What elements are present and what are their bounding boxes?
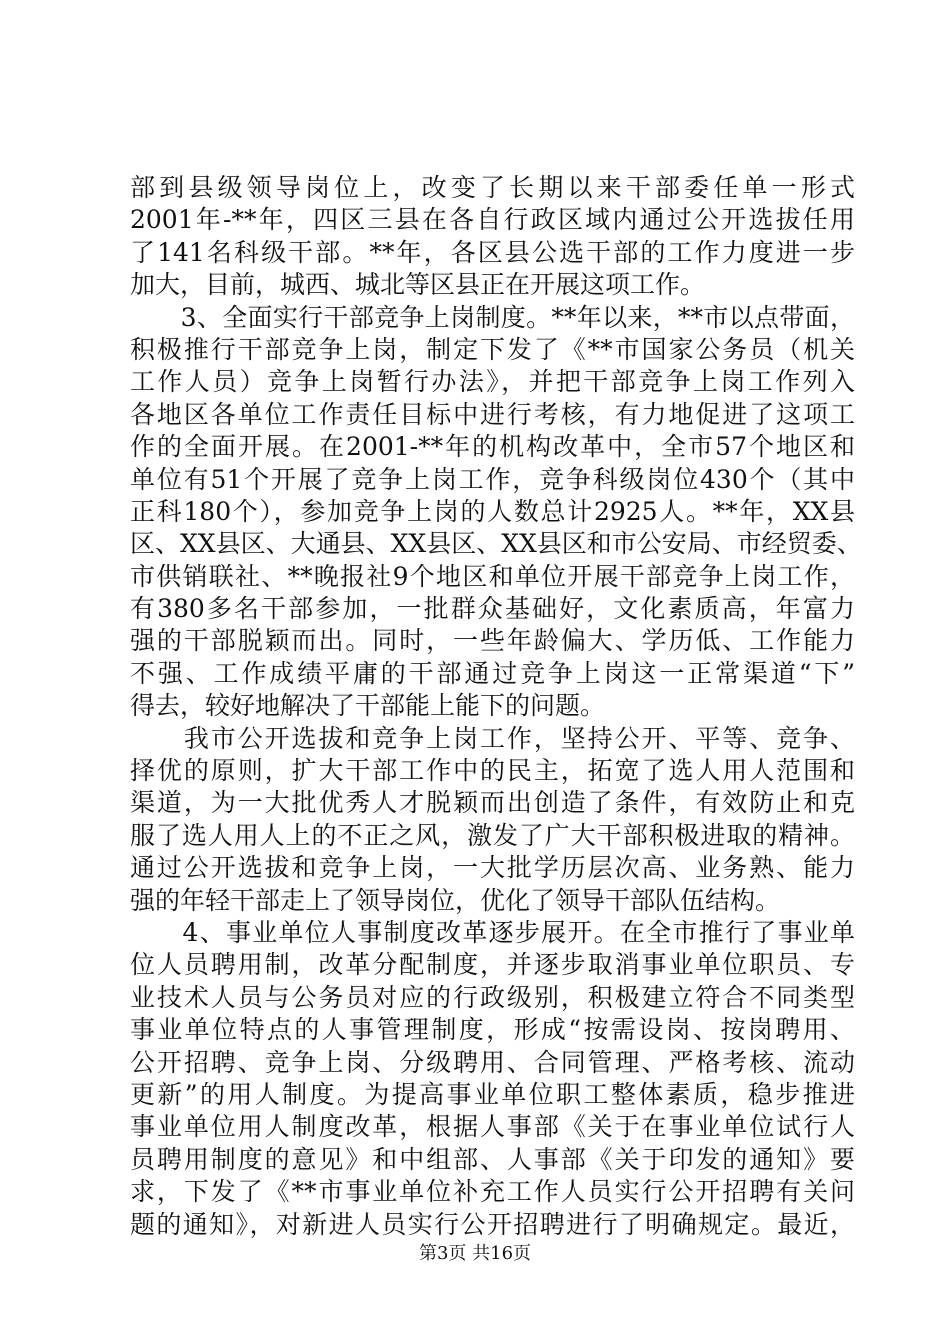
text-line: 作的全面开展。在2001-**年的机构改革中，全市57个地区和 bbox=[130, 432, 855, 462]
page-footer: 第3页 共16页 bbox=[418, 1243, 532, 1264]
text-line: 强的干部脱颖而出。同时，一些年龄偏大、学历低、工作能力 bbox=[130, 626, 855, 656]
text-line: 得去，较好地解决了干部能上能下的问题。 bbox=[130, 691, 606, 721]
text-line: 更新”的用人制度。为提高事业单位职工整体素质，稳步推进 bbox=[130, 1079, 855, 1109]
text-line: 正科180个），参加竞争上岗的人数总计2925人。**年，XX县 bbox=[130, 496, 855, 526]
text-line: 业技术人员与公务员对应的行政级别，积极建立符合不同类型 bbox=[130, 982, 855, 1012]
text-line: 强的年轻干部走上了领导岗位，优化了领导干部队伍结构。 bbox=[130, 885, 781, 915]
text-line: 各地区各单位工作责任目标中进行考核，有力地促进了这项工 bbox=[130, 399, 855, 429]
text-line: 题的通知》，对新进人员实行公开招聘进行了明确规定。最近， bbox=[130, 1209, 855, 1239]
text-line: 有380多名干部参加，一批群众基础好，文化素质高，年富力 bbox=[130, 594, 855, 624]
text-line: 部到县级领导岗位上，改变了长期以来干部委任单一形式 bbox=[130, 173, 855, 202]
text-line: 求，下发了《**市事业单位补充工作人员实行公开招聘有关问 bbox=[130, 1177, 855, 1207]
text-line: 事业单位特点的人事管理制度，形成“按需设岗、按岗聘用、 bbox=[130, 1015, 855, 1045]
text-line: 员聘用制度的意见》和中组部、人事部《关于印发的通知》要 bbox=[130, 1144, 855, 1174]
text-line: 加大，目前，城西、城北等区县正在开展这项工作。 bbox=[130, 270, 706, 300]
text-line: 了141名科级干部。**年，各区县公选干部的工作力度进一步 bbox=[130, 237, 855, 267]
document-body bbox=[130, 172, 862, 1241]
text-line: 3、全面实行干部竞争上岗制度。**年以来，**市以点带面， bbox=[130, 302, 855, 332]
text-line: 单位有51个开展了竞争上岗工作，竞争科级岗位430个（其中 bbox=[130, 464, 855, 494]
text-line: 服了选人用人上的不正之风，激发了广大干部积极进取的精神。 bbox=[130, 820, 855, 850]
text-line: 市供销联社、**晚报社9个地区和单位开展干部竞争上岗工作， bbox=[130, 561, 855, 591]
text-line: 工作人员）竞争上岗暂行办法》，并把干部竞争上岗工作列入 bbox=[130, 367, 855, 397]
text-line: 通过公开选拔和竞争上岗，一大批学历层次高、业务熟、能力 bbox=[130, 853, 855, 883]
text-line: 4、事业单位人事制度改革逐步展开。在全市推行了事业单 bbox=[130, 917, 855, 947]
text-line: 积极推行干部竞争上岗，制定下发了《**市国家公务员（机关 bbox=[130, 334, 855, 364]
text-line: 2001年-**年，四区三县在各自行政区域内通过公开选拔任用 bbox=[130, 205, 855, 235]
text-line: 位人员聘用制，改革分配制度，并逐步取消事业单位职员、专 bbox=[130, 950, 855, 980]
text-line: 公开招聘、竞争上岗、分级聘用、合同管理、严格考核、流动 bbox=[130, 1047, 855, 1077]
text-line: 事业单位用人制度改革，根据人事部《关于在事业单位试行人 bbox=[130, 1112, 855, 1142]
text-line: 区、XX县区、大通县、XX县区、XX县区和市公安局、市经贸委、 bbox=[130, 529, 862, 559]
text-line: 渠道，为一大批优秀人才脱颖而出创造了条件，有效防止和克 bbox=[130, 788, 855, 818]
text-line: 择优的原则，扩大干部工作中的民主，拓宽了选人用人范围和 bbox=[130, 756, 855, 786]
text-line: 不强、工作成绩平庸的干部通过竞争上岗这一正常渠道“下” bbox=[130, 658, 855, 688]
text-line: 我市公开选拔和竞争上岗工作，坚持公开、平等、竞争、 bbox=[130, 723, 855, 753]
